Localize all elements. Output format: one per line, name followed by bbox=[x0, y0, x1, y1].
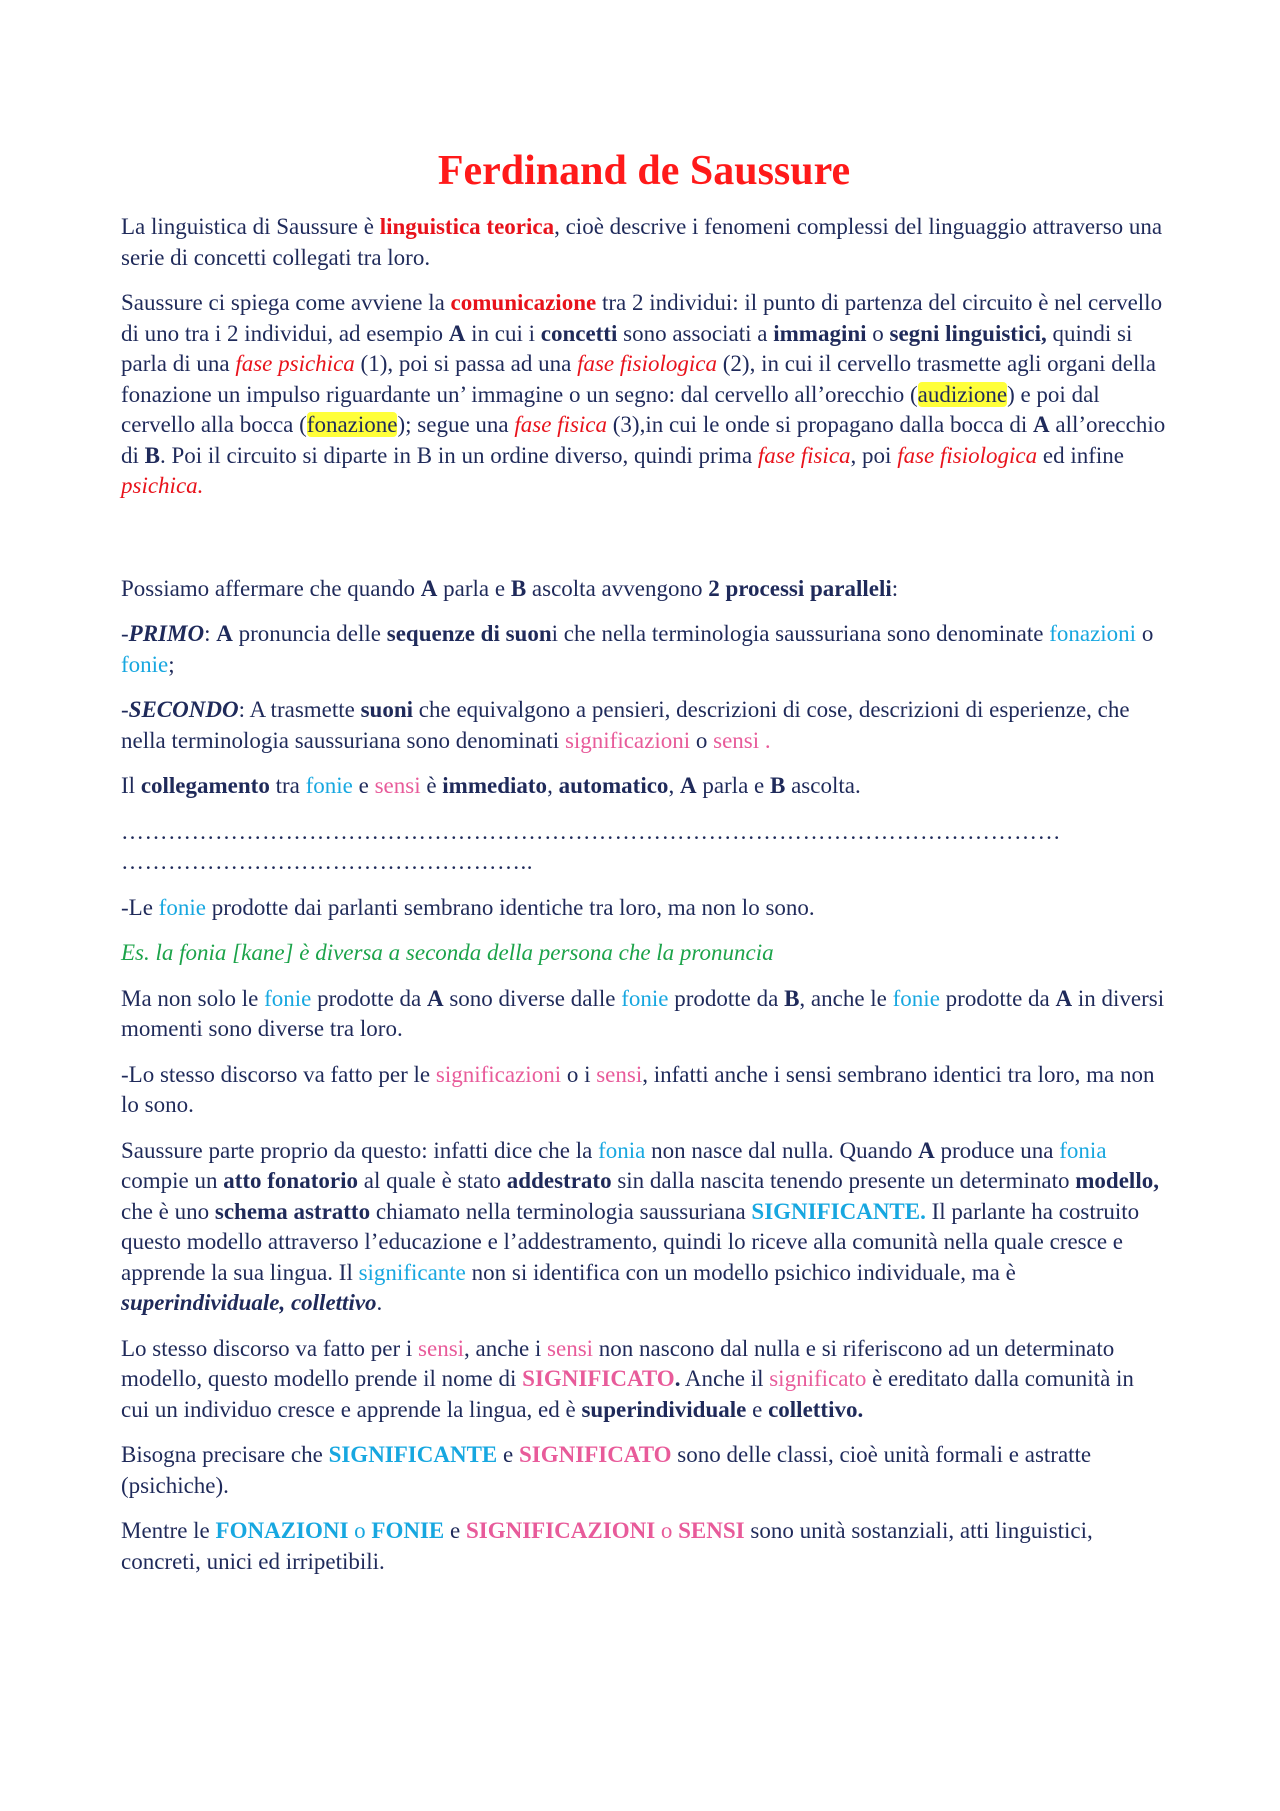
paragraph-significato: Lo stesso discorso va fatto per i sensi, anche i sensi non nascono dal nulla e si riferiscono ad un determinato modello, questo modello prende il nome di SIGNIFICATO. Anche il significato è ereditato dalla comunità in cui un individuo cresce e apprende la lingua, ed è superindividuale e collettivo. bbox=[121, 1335, 1134, 1422]
paragraph-communication-circuit: Saussure ci spiega come avviene la comunicazione tra 2 individui: il punto di partenza del circuito è nel cervello di uno tra i 2 individui, ad esempio A in cui i concetti sono associati a immagini o segni linguistici, quindi si parla di una fase psichica (1), poi si passa ad una fase fisiologica (2), in cui il cervello trasmette agli organi della fonazione un impulso riguardante un’ immagine o un segno: dal cervello all’orecchio (audizione) e poi dal cervello alla bocca (fonazione); segue una fase fisica (3),in cui le onde si propagano dalla bocca di A all’orecchio di B. Poi il circuito si diparte in B in un ordine diverso, quindi prima fase fisica, poi fase fisiologica ed infine psichica. bbox=[121, 290, 1166, 498]
paragraph-significante: Saussure parte proprio da questo: infatti dice che la fonia non nasce dal nulla. Quando A produce una fonia compie un atto fonatorio al quale è stato addestrato sin dalla nascita tenendo presente un determinato modello, che è uno schema astratto chiamato nella terminologia saussuriana SIGNIFICANTE. Il parlante ha costruito questo modello attraverso l’educazione e l’addestramento, quindi lo riceve alla comunità nella quale cresce e apprende la sua lingua. Il significante non si identifica con un modello psichico individuale, ma è superindividuale, collettivo. bbox=[121, 1137, 1159, 1315]
paragraph-fonie-a-b: Ma non solo le fonie prodotte da A sono diverse dalle fonie prodotte da B, anche le fonie prodotte da A in diversi momenti sono diverse tra loro. bbox=[121, 985, 1165, 1041]
paragraph-secondo: -SECONDO: A trasmette suoni che equivalgono a pensieri, descrizioni di cose, descrizioni di esperienze, che nella terminologia saussuriana sono denominati significazioni o sensi . bbox=[121, 697, 1130, 753]
blank-spacer bbox=[121, 517, 1167, 574]
paragraph-classi: Bisogna precisare che SIGNIFICANTE e SIGNIFICATO sono delle classi, cioè unità formali e astratte (psichiche). bbox=[121, 1442, 1092, 1498]
paragraph-unita-sostanziali: Mentre le FONAZIONI o FONIE e SIGNIFICAZIONI o SENSI sono unità sostanziali, atti linguistici, concreti, unici ed irripetibili. bbox=[121, 1518, 1093, 1574]
page-title: Ferdinand de Saussure bbox=[437, 148, 851, 194]
paragraph-collegamento: Il collegamento tra fonie e sensi è immediato, automatico, A parla e B ascolta. bbox=[121, 773, 861, 798]
dotted-separator: ………………………………………………………………………………………………………… …………………………………………….. bbox=[121, 818, 1061, 874]
paragraph-fonie-differ: -Le fonie prodotte dai parlanti sembrano identiche tra loro, ma non lo sono. bbox=[121, 894, 815, 920]
paragraph-example: Es. la fonia [kane] è diversa a seconda della persona che la pronuncia bbox=[121, 940, 774, 965]
paragraph-primo: -PRIMO: A pronuncia delle sequenze di suoni che nella terminologia saussuriana sono denominate fonazioni o fonie; bbox=[121, 621, 1154, 677]
highlight-fonazione: fonazione bbox=[306, 412, 398, 437]
highlight-audizione: audizione bbox=[917, 381, 1008, 407]
paragraph-significazioni: -Lo stesso discorso va fatto per le significazioni o i sensi, infatti anche i sensi sembrano identici tra loro, ma non lo sono. bbox=[121, 1061, 1155, 1117]
paragraph-intro: La linguistica di Saussure è linguistica teorica, cioè descrive i fenomeni complessi del linguaggio attraverso una serie di concetti collegati tra loro. bbox=[121, 214, 1163, 270]
document-page bbox=[121, 140, 1167, 1592]
paragraph-parallel-processes: Possiamo affermare che quando A parla e B ascolta avvengono 2 processi paralleli: bbox=[121, 575, 899, 601]
